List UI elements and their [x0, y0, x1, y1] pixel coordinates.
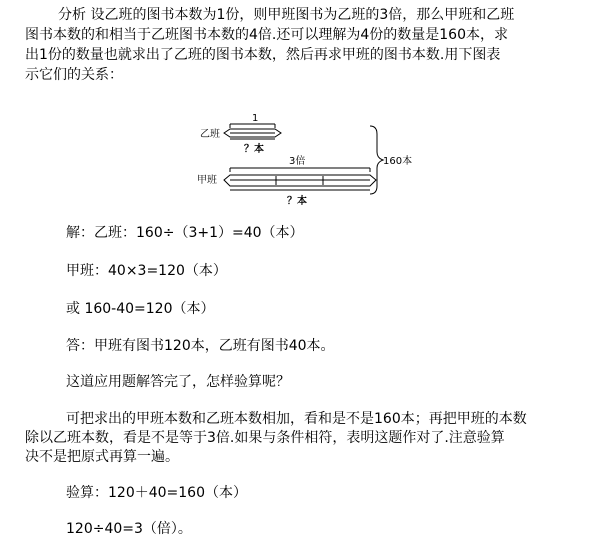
- label-yi-unknown: ？本: [244, 144, 264, 155]
- check-line-1: 可把求出的甲班本数和乙班本数相加，看和是不是160本；再把甲班的本数: [66, 411, 527, 427]
- verify-line-1: 验算：120＋40=160（本）: [66, 485, 247, 501]
- solution-line-3: 或 160-40=120（本）: [66, 301, 215, 317]
- label-one-part: 1: [252, 113, 259, 124]
- label-three-times: 3倍: [289, 156, 306, 167]
- check-line-2: 除以乙班本数，看是不是等于3倍.如果与条件相符，表明这题作对了.注意验算: [25, 430, 505, 446]
- analysis-line-1: 分析 设乙班的图书本数为1份，则甲班图书为乙班的3倍，那么甲班和乙班: [58, 7, 515, 23]
- segment-jia-class: [224, 175, 376, 186]
- label-jia-unknown: ？本: [287, 196, 307, 207]
- label-jia-class: 甲班: [197, 175, 217, 186]
- check-line-3: 决不是把原式再算一遍。: [25, 449, 179, 465]
- analysis-line-2: 图书本数的和相当于乙班图书本数的4倍.还可以理解为4份的数量是160本，求: [25, 27, 508, 43]
- segment-yi-class: [224, 129, 281, 137]
- label-total: 160本: [383, 156, 413, 167]
- question-line: 这道应用题解答完了，怎样验算呢？: [66, 374, 290, 390]
- label-yi-class: 乙班: [200, 129, 220, 140]
- solution-line-2: 甲班：40×3=120（本）: [66, 263, 227, 279]
- solution-line-1: 解：乙班：160÷（3+1）=40（本）: [66, 225, 304, 241]
- verify-line-2: 120÷40=3（倍）。: [66, 521, 192, 537]
- analysis-line-3: 出1份的数量也就求出了乙班的图书本数，然后再求甲班的图书本数.用下图表: [25, 47, 501, 63]
- answer-line: 答：甲班有图书120本，乙班有图书40本。: [66, 338, 335, 354]
- total-brace: [370, 126, 383, 194]
- analysis-line-4: 示它们的关系：: [25, 67, 123, 83]
